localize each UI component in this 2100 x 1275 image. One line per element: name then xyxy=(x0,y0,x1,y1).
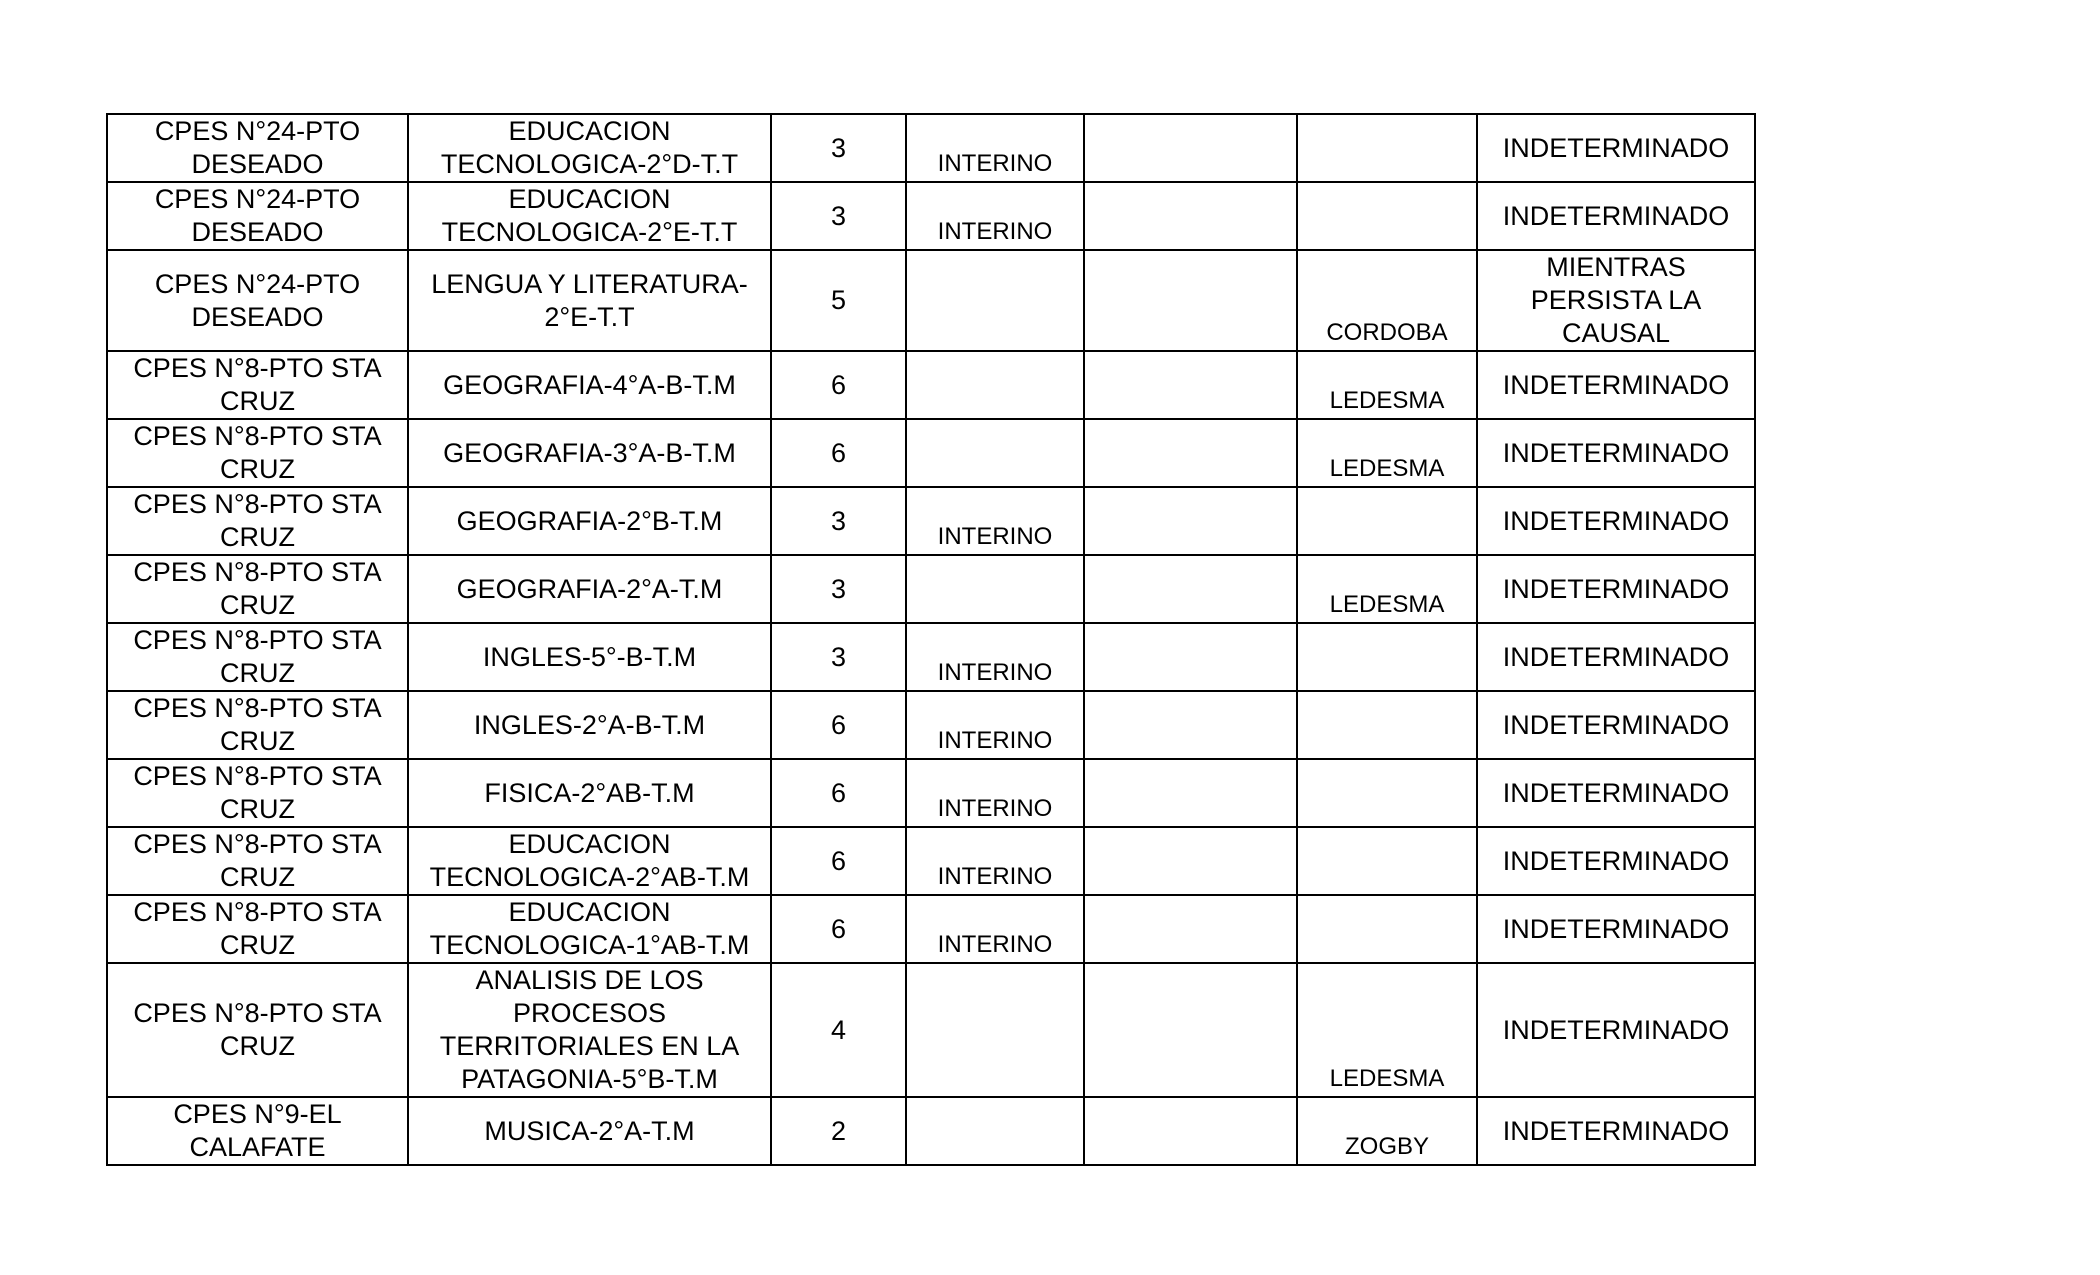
status-cell: INTERINO xyxy=(906,623,1084,691)
period-cell: INDETERMINADO xyxy=(1477,623,1755,691)
empty-cell xyxy=(1084,827,1297,895)
name-cell xyxy=(1297,827,1477,895)
subject-cell: GEOGRAFIA-2°B-T.M xyxy=(408,487,771,555)
name-cell: LEDESMA xyxy=(1297,351,1477,419)
period-cell: INDETERMINADO xyxy=(1477,895,1755,963)
status-cell: INTERINO xyxy=(906,827,1084,895)
school-cell: CPES N°8-PTO STA CRUZ xyxy=(107,351,408,419)
subject-cell: MUSICA-2°A-T.M xyxy=(408,1097,771,1165)
table-row xyxy=(107,419,1755,487)
document-table xyxy=(106,113,1756,1166)
subject-cell: LENGUA Y LITERATURA-2°E-T.T xyxy=(408,250,771,351)
period-cell: INDETERMINADO xyxy=(1477,827,1755,895)
name-cell xyxy=(1297,759,1477,827)
empty-cell xyxy=(1084,351,1297,419)
hours-cell: 3 xyxy=(771,182,906,250)
period-cell: INDETERMINADO xyxy=(1477,114,1755,182)
period-cell: INDETERMINADO xyxy=(1477,759,1755,827)
name-cell: CORDOBA xyxy=(1297,250,1477,351)
table-row xyxy=(107,623,1755,691)
status-cell: INTERINO xyxy=(906,487,1084,555)
status-cell: INTERINO xyxy=(906,895,1084,963)
hours-cell: 6 xyxy=(771,895,906,963)
subject-cell: INGLES-5°-B-T.M xyxy=(408,623,771,691)
hours-cell: 6 xyxy=(771,827,906,895)
name-cell: LEDESMA xyxy=(1297,963,1477,1097)
table-row xyxy=(107,555,1755,623)
table-row xyxy=(107,182,1755,250)
hours-cell: 3 xyxy=(771,555,906,623)
period-cell: INDETERMINADO xyxy=(1477,555,1755,623)
empty-cell xyxy=(1084,1097,1297,1165)
table-row xyxy=(107,250,1755,351)
empty-cell xyxy=(1084,555,1297,623)
table-row xyxy=(107,487,1755,555)
hours-cell: 6 xyxy=(771,691,906,759)
status-cell xyxy=(906,419,1084,487)
empty-cell xyxy=(1084,250,1297,351)
period-cell: INDETERMINADO xyxy=(1477,487,1755,555)
name-cell xyxy=(1297,114,1477,182)
status-cell: INTERINO xyxy=(906,759,1084,827)
school-cell: CPES N°8-PTO STA CRUZ xyxy=(107,759,408,827)
status-cell xyxy=(906,555,1084,623)
empty-cell xyxy=(1084,623,1297,691)
hours-cell: 3 xyxy=(771,114,906,182)
hours-cell: 6 xyxy=(771,759,906,827)
period-cell: INDETERMINADO xyxy=(1477,963,1755,1097)
table-row xyxy=(107,895,1755,963)
subject-cell: EDUCACION TECNOLOGICA-1°AB-T.M xyxy=(408,895,771,963)
hours-cell: 3 xyxy=(771,487,906,555)
school-cell: CPES N°8-PTO STA CRUZ xyxy=(107,555,408,623)
school-cell: CPES N°8-PTO STA CRUZ xyxy=(107,623,408,691)
subject-cell: GEOGRAFIA-4°A-B-T.M xyxy=(408,351,771,419)
school-cell: CPES N°24-PTO DESEADO xyxy=(107,182,408,250)
subject-cell: EDUCACION TECNOLOGICA-2°E-T.T xyxy=(408,182,771,250)
school-cell: CPES N°8-PTO STA CRUZ xyxy=(107,419,408,487)
hours-cell: 6 xyxy=(771,419,906,487)
subject-cell: EDUCACION TECNOLOGICA-2°D-T.T xyxy=(408,114,771,182)
table-row xyxy=(107,351,1755,419)
name-cell xyxy=(1297,487,1477,555)
name-cell xyxy=(1297,182,1477,250)
empty-cell xyxy=(1084,691,1297,759)
name-cell xyxy=(1297,691,1477,759)
table-row xyxy=(107,963,1755,1097)
period-cell: INDETERMINADO xyxy=(1477,351,1755,419)
empty-cell xyxy=(1084,182,1297,250)
table-row xyxy=(107,827,1755,895)
school-cell: CPES N°8-PTO STA CRUZ xyxy=(107,487,408,555)
period-cell: MIENTRAS PERSISTA LA CAUSAL xyxy=(1477,250,1755,351)
status-cell: INTERINO xyxy=(906,114,1084,182)
status-cell: INTERINO xyxy=(906,182,1084,250)
name-cell: LEDESMA xyxy=(1297,555,1477,623)
school-cell: CPES N°9-EL CALAFATE xyxy=(107,1097,408,1165)
table-row xyxy=(107,759,1755,827)
subject-cell: INGLES-2°A-B-T.M xyxy=(408,691,771,759)
hours-cell: 6 xyxy=(771,351,906,419)
name-cell xyxy=(1297,623,1477,691)
empty-cell xyxy=(1084,419,1297,487)
empty-cell xyxy=(1084,759,1297,827)
table-row xyxy=(107,114,1755,182)
status-cell: INTERINO xyxy=(906,691,1084,759)
subject-cell: FISICA-2°AB-T.M xyxy=(408,759,771,827)
school-cell: CPES N°8-PTO STA CRUZ xyxy=(107,895,408,963)
empty-cell xyxy=(1084,487,1297,555)
hours-cell: 3 xyxy=(771,623,906,691)
subject-cell: GEOGRAFIA-3°A-B-T.M xyxy=(408,419,771,487)
period-cell: INDETERMINADO xyxy=(1477,1097,1755,1165)
name-cell: LEDESMA xyxy=(1297,419,1477,487)
period-cell: INDETERMINADO xyxy=(1477,182,1755,250)
status-cell xyxy=(906,1097,1084,1165)
name-cell: ZOGBY xyxy=(1297,1097,1477,1165)
subject-cell: ANALISIS DE LOS PROCESOS TERRITORIALES EN LA PATAGONIA-5°B-T.M xyxy=(408,963,771,1097)
hours-cell: 5 xyxy=(771,250,906,351)
status-cell xyxy=(906,963,1084,1097)
status-cell xyxy=(906,250,1084,351)
subject-cell: EDUCACION TECNOLOGICA-2°AB-T.M xyxy=(408,827,771,895)
name-cell xyxy=(1297,895,1477,963)
hours-cell: 4 xyxy=(771,963,906,1097)
empty-cell xyxy=(1084,114,1297,182)
hours-cell: 2 xyxy=(771,1097,906,1165)
table-row xyxy=(107,1097,1755,1165)
school-cell: CPES N°24-PTO DESEADO xyxy=(107,114,408,182)
status-cell xyxy=(906,351,1084,419)
subject-cell: GEOGRAFIA-2°A-T.M xyxy=(408,555,771,623)
school-cell: CPES N°24-PTO DESEADO xyxy=(107,250,408,351)
period-cell: INDETERMINADO xyxy=(1477,419,1755,487)
school-cell: CPES N°8-PTO STA CRUZ xyxy=(107,691,408,759)
empty-cell xyxy=(1084,963,1297,1097)
school-cell: CPES N°8-PTO STA CRUZ xyxy=(107,827,408,895)
table-row xyxy=(107,691,1755,759)
school-cell: CPES N°8-PTO STA CRUZ xyxy=(107,963,408,1097)
empty-cell xyxy=(1084,895,1297,963)
period-cell: INDETERMINADO xyxy=(1477,691,1755,759)
